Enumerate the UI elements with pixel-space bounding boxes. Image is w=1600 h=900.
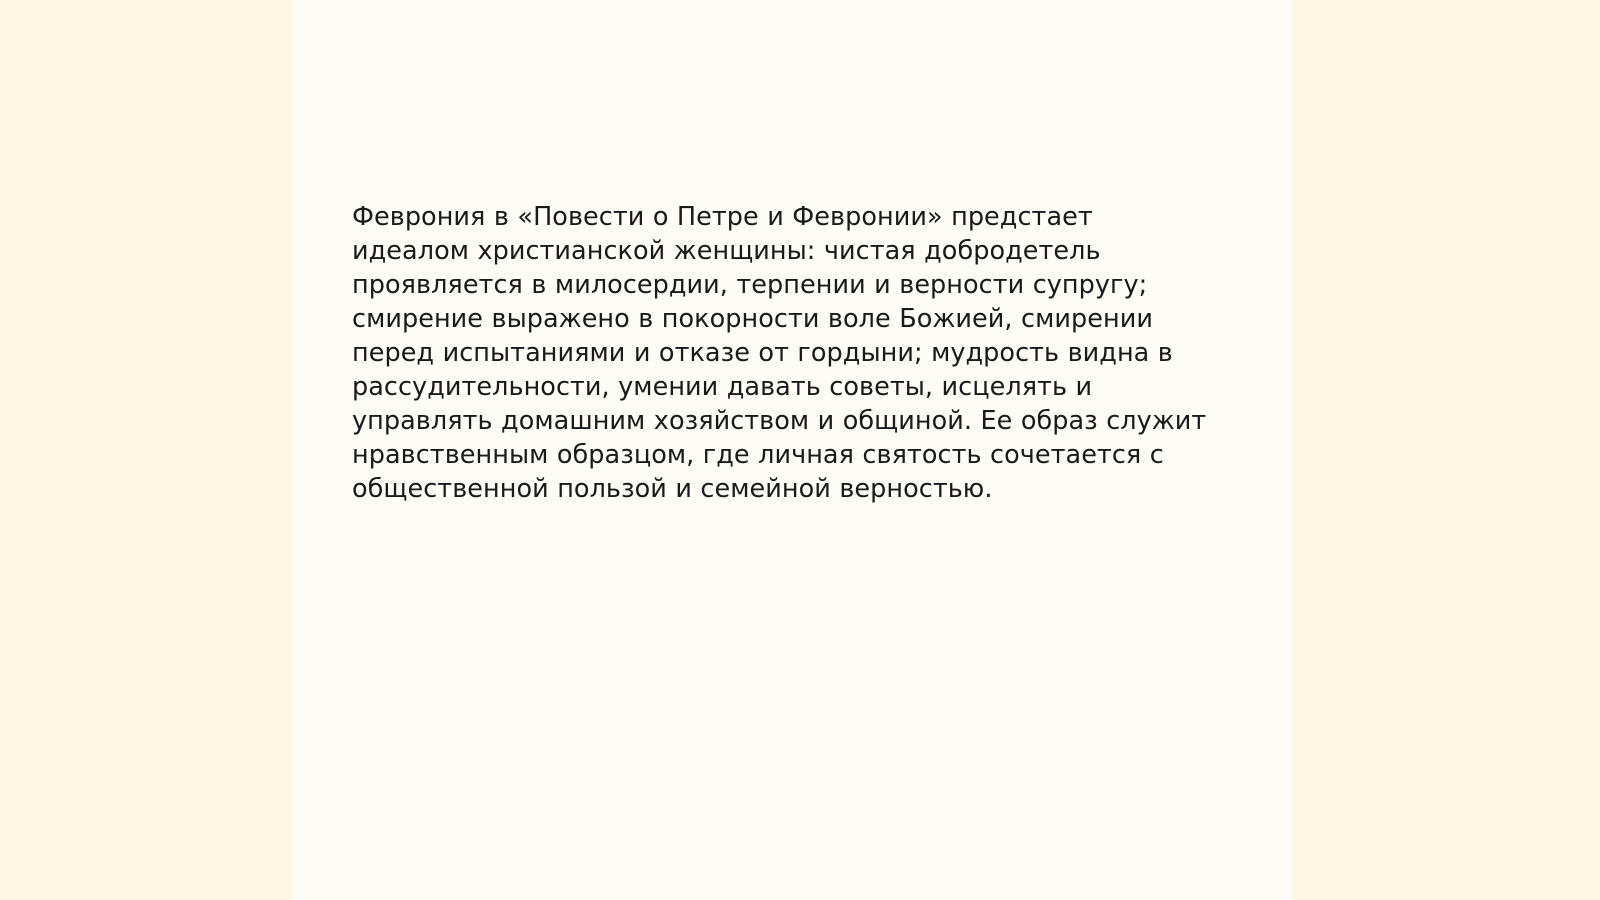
document-text-block bbox=[352, 200, 1212, 506]
document-sheet bbox=[292, 0, 1292, 900]
body-paragraph: Феврония в «Повести о Петре и Февронии» предстает идеалом христианской женщины: чистая добродетель проявляется в милосердии, терпении и верности супругу; смирение выражено в покорности воле Божией, смирении перед испытаниями и отказе от гордыни; мудрость видна в рассудительности, умении давать советы, исцелять и управлять домашним хозяйством и общиной. Ее образ служит нравственным образцом, где личная святость сочетается с общественной пользой и семейной верностью. bbox=[352, 202, 1207, 504]
